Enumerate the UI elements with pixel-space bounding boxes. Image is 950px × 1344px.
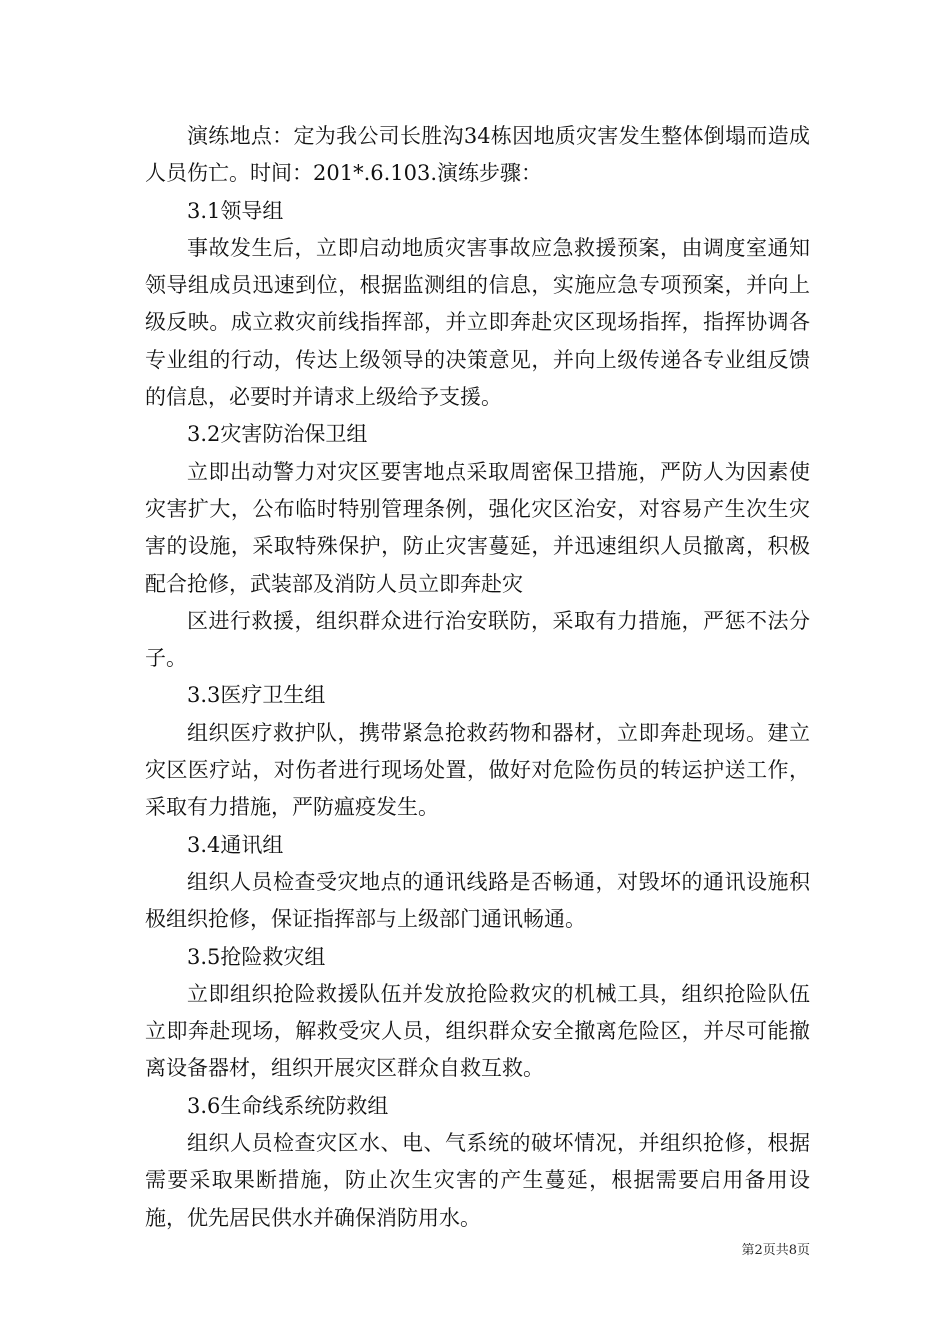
section-paragraph-lifeline: 组织人员检查灾区水、电、气系统的破坏情况，并组织抢修，根据需要采取果断措施，防止次生灾害的产生蔓延，根据需要启用备用设施，优先居民供水并确保消防用水。 <box>145 1131 810 1230</box>
section-paragraph-communication: 组织人员检查受灾地点的通讯线路是否畅通，对毁坏的通讯设施积极组织抢修，保证指挥部与上级部门通讯畅通。 <box>145 869 810 932</box>
intro-paragraph: 演练地点：定为我公司长胜沟34栋因地质灾害发生整体倒塌而造成人员伤亡。时间：201*.6.103.演练步骤： <box>145 124 810 186</box>
section-paragraph-security-1: 立即出动警力对灾区要害地点采取周密保卫措施，严防人为因素使灾害扩大，公布临时特别管理条例，强化灾区治安，对容易产生次生灾害的设施，采取特殊保护，防止灾害蔓延，并迅速组织人员撤离，积极配合抢修，武装部及消防人员立即奔赴灾 <box>145 459 810 596</box>
section-heading-leadership: 3.1领导组 <box>187 198 284 223</box>
section-heading-security: 3.2灾害防治保卫组 <box>187 422 368 447</box>
section-paragraph-security-2: 区进行救援，组织群众进行治安联防，采取有力措施，严惩不法分子。 <box>145 608 810 671</box>
section-paragraph-leadership: 事故发生后，立即启动地质灾害事故应急救援预案，由调度室通知领导组成员迅速到位，根据监测组的信息，实施应急专项预案，并向上级反映。成立救灾前线指挥部，并立即奔赴灾区现场指挥，指挥协调各专业组的行动，传达上级领导的决策意见，并向上级传递各专业组反馈的信息，必要时并请求上级给予支援。 <box>145 235 810 410</box>
section-paragraph-rescue: 立即组织抢险救援队伍并发放抢险救灾的机械工具，组织抢险队伍立即奔赴现场，解救受灾人员，组织群众安全撤离危险区，并尽可能撤离设备器材，组织开展灾区群众自救互救。 <box>145 981 810 1081</box>
section-paragraph-medical: 组织医疗救护队，携带紧急抢救药物和器材，立即奔赴现场。建立灾区医疗站，对伤者进行现场处置，做好对危险伤员的转运护送工作，采取有力措施，严防瘟疫发生。 <box>145 720 810 820</box>
document-body <box>145 118 810 1237</box>
section-heading-lifeline: 3.6生命线系统防救组 <box>187 1093 389 1118</box>
section-heading-rescue: 3.5抢险救灾组 <box>187 944 326 969</box>
section-heading-medical: 3.3医疗卫生组 <box>187 683 326 708</box>
section-heading-communication: 3.4通讯组 <box>187 832 284 857</box>
page-number: 第2页共8页 <box>741 1243 810 1258</box>
